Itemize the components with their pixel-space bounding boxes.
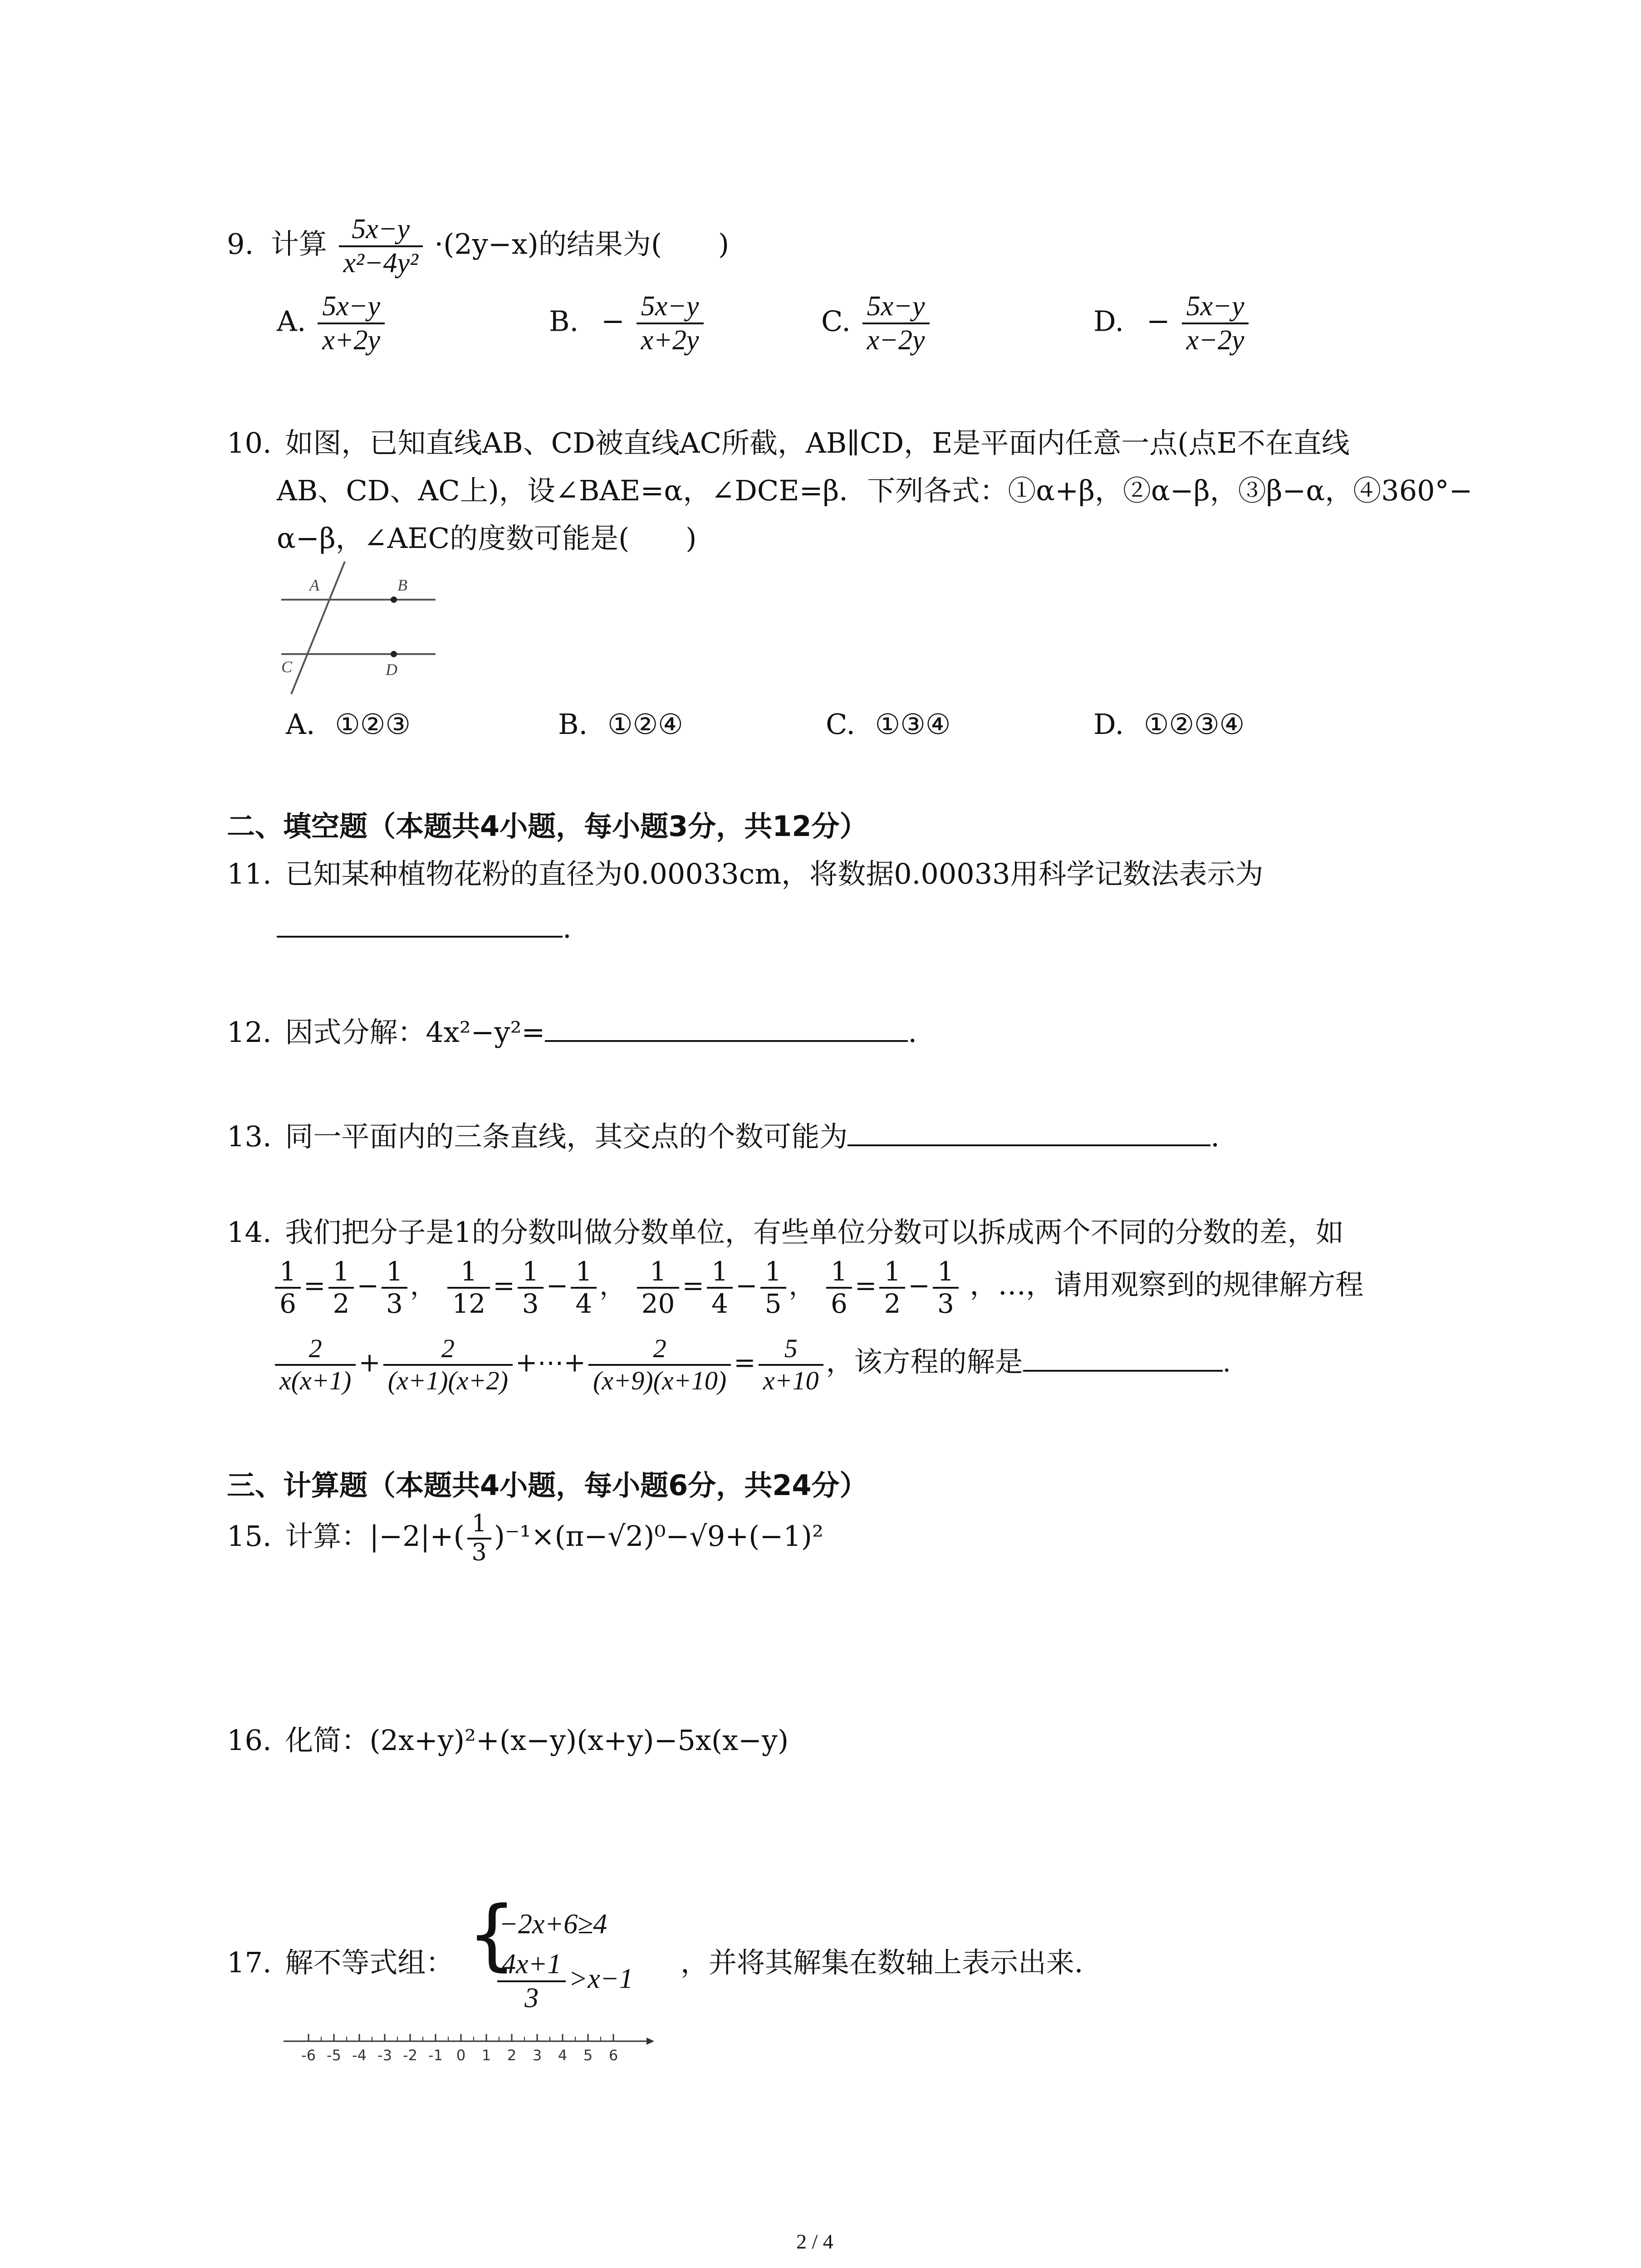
question-number: 12.: [227, 1016, 272, 1049]
question-lead: 计算: [270, 227, 327, 261]
question-number: 13.: [227, 1120, 272, 1153]
question-number: 14.: [227, 1216, 272, 1249]
option-denominator: x−2y: [1186, 325, 1244, 356]
option-denominator: x−2y: [867, 325, 925, 356]
question-number: 9.: [227, 227, 254, 261]
option-sign: −: [1146, 304, 1170, 338]
axis-tick-label: -6: [301, 2047, 316, 2064]
page-number: 2 / 4: [796, 2230, 833, 2253]
option-text: ①②③: [335, 708, 411, 741]
question-13: [227, 1118, 1220, 1154]
inequality-1: −2x+6≥4: [499, 1909, 607, 1940]
option-sign: −: [601, 304, 625, 338]
end-mark: .: [563, 911, 572, 944]
q10-option-c[interactable]: [826, 708, 950, 741]
question-9: [227, 213, 729, 280]
option-text: ①②③④: [1143, 708, 1245, 741]
option-fraction: [637, 290, 704, 357]
system-brace: {: [467, 1890, 517, 1980]
option-label: B.: [558, 708, 588, 741]
option-numerator: 5x−y: [1182, 290, 1249, 324]
answer-blank[interactable]: [277, 909, 563, 938]
option-label: C.: [826, 708, 855, 741]
expression-fraction: [339, 213, 423, 280]
axis-tick-label: 3: [532, 2047, 542, 2064]
answer-blank[interactable]: [847, 1118, 1210, 1146]
question-12: [227, 1014, 917, 1049]
question-11: [227, 857, 1264, 891]
option-label: A.: [286, 708, 315, 741]
question-17-tail: ，并将其解集在数轴上表示出来．: [681, 1946, 1103, 1979]
label-b: B: [397, 576, 407, 594]
section-2-heading: 二、填空题（本题共4小题，每小题3分，共12分）: [227, 810, 868, 843]
label-c: C: [281, 658, 293, 676]
axis-tick-label: -2: [403, 2047, 417, 2064]
question-14-equation: $\frac{2}{x(x+1)}$ + $\frac{2}{(x+1)(x+2)}$ +⋯+ $\frac{2}{(x+9)(x+10)}$ = $\frac{5}{x+10}$ ，该方程的解是 .: [272, 1334, 1231, 1396]
point-d: [391, 651, 397, 657]
option-label: B.: [549, 304, 579, 338]
question-number: 10.: [227, 426, 272, 459]
axis-tick-label: -1: [428, 2047, 443, 2064]
question-text: 因式分解：4x²−y²=: [285, 1016, 545, 1049]
axis-tick-label: 4: [558, 2047, 568, 2064]
inequality-2-fraction: $\frac{4x+1}{3}$: [497, 1948, 566, 2015]
number-line: [281, 2028, 658, 2077]
label-d: D: [386, 660, 397, 679]
question-10: [227, 426, 1350, 460]
option-label: C.: [821, 304, 851, 338]
question-text: 化简：(2x+y)²+(x−y)(x+y)−5x(x−y): [285, 1724, 789, 1757]
option-numerator: 5x−y: [862, 290, 930, 324]
q9-option-a[interactable]: [277, 290, 387, 357]
point-b: [391, 596, 397, 603]
example-4: $\frac{1}{6}$ = $\frac{1}{2}$ − $\frac{1}{3}$: [823, 1270, 970, 1301]
question-number: 15.: [227, 1519, 272, 1553]
q10-option-b[interactable]: [558, 708, 683, 741]
q10-option-a[interactable]: [286, 708, 411, 741]
option-text: ①③④: [875, 708, 951, 741]
question-17: [227, 1946, 454, 1980]
option-text: ①②④: [607, 708, 683, 741]
parallel-lines-figure: [272, 558, 445, 699]
question-10-line-3: α−β，∠AEC的度数可能是( ): [277, 522, 697, 555]
equation-term-2: $\frac{2}{(x+1)(x+2)}$: [383, 1334, 513, 1396]
equation-term-1: $\frac{2}{x(x+1)}$: [275, 1334, 356, 1396]
axis-tick-label: 1: [481, 2047, 491, 2064]
question-tail: ·(2y−x)的结果为( ): [434, 227, 730, 261]
answer-blank[interactable]: [1023, 1344, 1223, 1372]
option-numerator: 5x−y: [318, 290, 385, 324]
axis-tick-label: 2: [507, 2047, 517, 2064]
equation-term-3: $\frac{2}{(x+9)(x+10)}$: [588, 1334, 731, 1396]
axis-tick-label: 6: [608, 2047, 618, 2064]
answer-blank[interactable]: [545, 1014, 908, 1042]
question-16: [227, 1724, 789, 1757]
inequality-2: $\frac{4x+1}{3}$ >x−1: [495, 1948, 633, 2015]
option-label: D.: [1093, 304, 1124, 338]
axis-tick-label: -3: [377, 2047, 392, 2064]
q9-option-d[interactable]: [1093, 290, 1251, 357]
question-text: 同一平面内的三条直线，其交点的个数可能为: [285, 1120, 848, 1153]
option-fraction: [862, 290, 930, 357]
q9-option-c[interactable]: [821, 290, 932, 357]
option-fraction: [318, 290, 385, 357]
option-label: A.: [277, 304, 306, 338]
option-denominator: x+2y: [641, 325, 699, 356]
fraction-numerator: 5x−y: [339, 213, 423, 247]
question-10-line-2: AB、CD、AC上)，设∠BAE=α，∠DCE=β．下列各式：①α+β，②α−β，③β−α，④360°−: [277, 474, 1473, 507]
end-mark: .: [1210, 1120, 1220, 1153]
question-line-3-tail: ，该方程的解是: [826, 1345, 1023, 1378]
fraction-denominator: x²−4y²: [343, 248, 418, 279]
example-2: $\frac{1}{12}$ = $\frac{1}{3}$ − $\frac{1}{4}$ ，: [445, 1270, 634, 1301]
question-11-answer-line: [277, 909, 572, 945]
q10-option-d[interactable]: [1093, 708, 1244, 741]
question-15: [227, 1510, 823, 1567]
axis-tick-label: 0: [456, 2047, 466, 2064]
option-numerator: 5x−y: [637, 290, 704, 324]
question-14: [227, 1216, 1344, 1249]
option-fraction: [1182, 290, 1249, 357]
label-a: A: [309, 576, 319, 594]
axis-tick-label: 5: [583, 2047, 593, 2064]
q9-option-b[interactable]: [549, 290, 706, 357]
equation-rhs: $\frac{5}{x+10}$: [759, 1334, 823, 1396]
end-mark: .: [908, 1016, 917, 1049]
question-lead: 解不等式组：: [285, 1946, 454, 1979]
expression-fraction: $\frac{1}{3}$: [467, 1510, 491, 1567]
question-number: 11.: [227, 857, 272, 890]
axis-arrow: [647, 2038, 654, 2045]
question-text: 已知某种植物花粉的直径为0.00033cm，将数据0.00033用科学记数法表示为: [285, 857, 1264, 890]
option-label: D.: [1093, 708, 1124, 741]
example-1: $\frac{1}{6}$ = $\frac{1}{2}$ − $\frac{1}{3}$ ，: [272, 1270, 445, 1301]
question-line-1: 如图，已知直线AB、CD被直线AC所截，AB∥CD，E是平面内任意一点(点E不在直线: [285, 426, 1350, 459]
example-3: $\frac{1}{20}$ = $\frac{1}{4}$ − $\frac{1}{5}$ ，: [634, 1270, 823, 1301]
question-14-examples: [272, 1256, 1363, 1319]
question-number: 16.: [227, 1724, 272, 1757]
axis-tick-label: -4: [352, 2047, 367, 2064]
section-3-heading: 三、计算题（本题共4小题，每小题6分，共24分）: [227, 1469, 868, 1502]
option-denominator: x+2y: [322, 325, 381, 356]
question-line-2-tail: ，…，请用观察到的规律解方程: [970, 1268, 1364, 1301]
question-number: 17.: [227, 1946, 272, 1979]
end-mark: .: [1222, 1347, 1231, 1378]
question-line-1: 我们把分子是1的分数叫做分数单位，有些单位分数可以拆成两个不同的分数的差，如: [285, 1216, 1344, 1249]
question-lead: 计算：|−2|+(: [285, 1519, 465, 1553]
question-tail: )⁻¹×(π−√2)⁰−√9+(−1)²: [494, 1519, 823, 1553]
axis-tick-label: -5: [327, 2047, 341, 2064]
